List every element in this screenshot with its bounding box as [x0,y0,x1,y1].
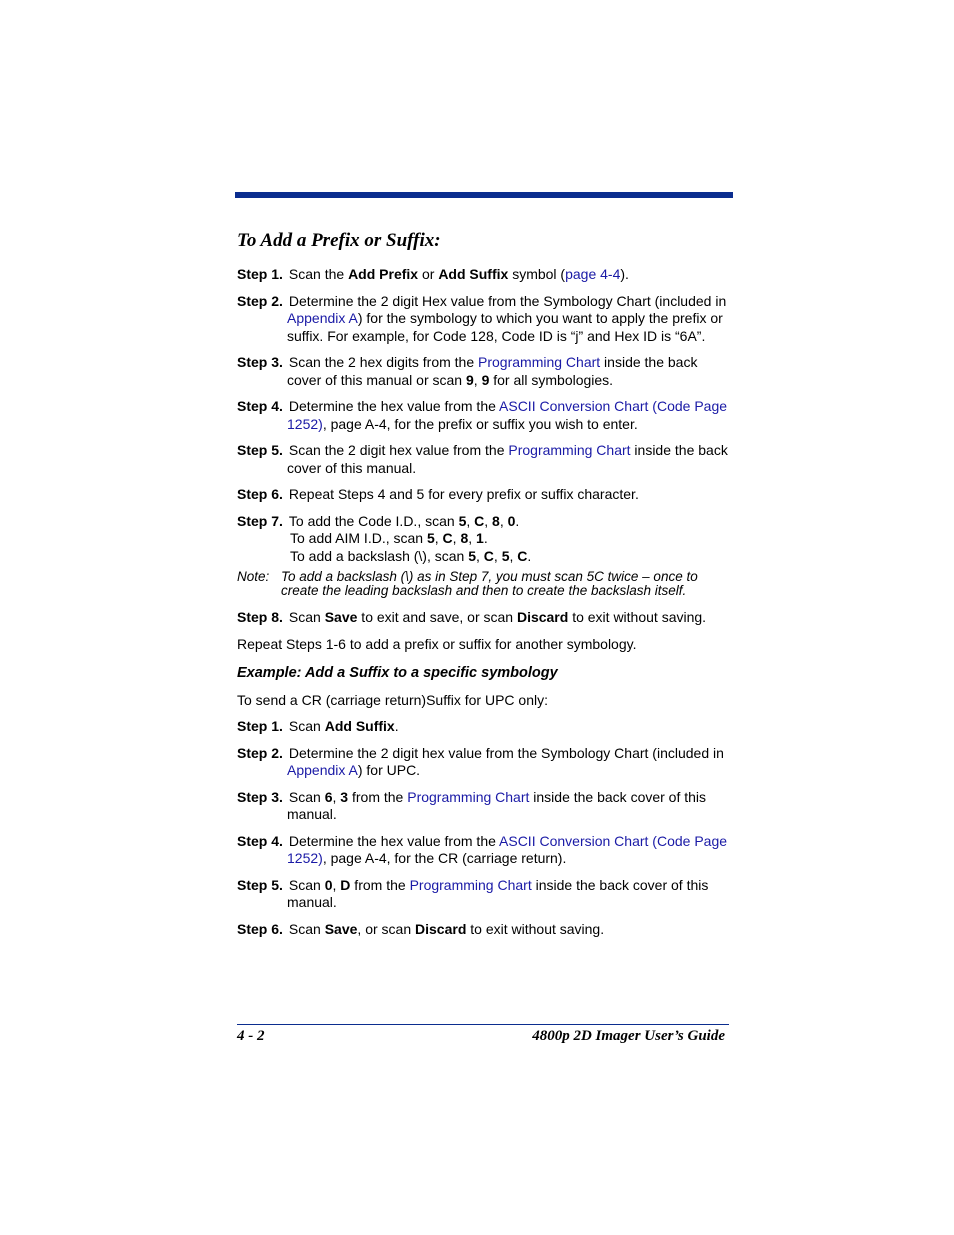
bold-term: 9 [481,371,490,388]
step-item [237,513,729,566]
steps-list-example [237,718,729,938]
step7-line: To add a backslash (\), scan 5, C, 5, C. [290,547,532,564]
step-label: Step 6. [237,486,283,502]
step-item [237,442,729,477]
step-item [237,486,729,504]
bold-term: 5 [426,530,435,546]
bold-term: 3 [340,788,349,805]
note-label: Note: [237,569,270,584]
step-item [237,293,729,346]
bold-term: C [483,547,494,564]
step-text: Scan the 2 digit hex value from the Programming Chart inside the back cover of this manual. [287,442,728,476]
cross-reference-link[interactable]: Programming Chart [478,354,601,370]
steps-list-add [237,266,729,504]
bold-term: C [442,530,453,546]
step-text: Scan 0, D from the Programming Chart inside the back cover of this manual. [287,876,709,910]
bold-term: 5 [501,547,510,564]
step-label: Step 1. [237,266,283,282]
step-text: Repeat Steps 4 and 5 for every prefix or suffix character. [288,486,639,502]
bold-term: Save [324,609,358,625]
bold-term: 0 [507,512,516,529]
step-label: Step 3. [237,354,283,370]
step-text: Scan Save, or scan Discard to exit without saving. [288,920,605,937]
bold-term: D [340,876,351,893]
bold-term: 1 [476,530,484,546]
section-title: To Add a Prefix or Suffix: [237,230,441,251]
step-item [237,789,729,824]
guide-title: 4800p 2D Imager User’s Guide [532,1028,725,1044]
bold-term: C [517,547,528,564]
step-label: Step 6. [237,920,283,937]
step7-line: To add the Code I.D., scan 5, C, 8, 0. [288,512,520,529]
example-intro: To send a CR (carriage return)Suffix for UPC only: [237,691,548,708]
example-heading: Example: Add a Suffix to a specific symbology [237,665,558,681]
bold-term: 8 [492,512,500,529]
cross-reference-link[interactable]: Appendix A [287,762,358,778]
repeat-text: Repeat Steps 1-6 to add a prefix or suffix for another symbology. [237,635,637,652]
step-label: Step 5. [237,876,283,893]
page-number: 4 - 2 [237,1028,265,1044]
step-item [237,266,729,284]
step-text: Scan the Add Prefix or Add Suffix symbol (page 4-4). [288,266,629,282]
cross-reference-link[interactable]: ASCII Conversion Chart (Code Page 1252) [287,832,728,866]
step-label: Step 2. [237,744,283,761]
step-item [237,398,729,433]
step-label: Step 4. [237,398,283,414]
step-item [237,745,729,780]
step-text: Determine the 2 digit Hex value from the Symbology Chart (included in Appendix A) for the symbology to which you want to apply the prefix or suffix. For example, for Code 128, Code ID is “j” and Hex ID is “6A”. [287,292,727,344]
bold-term: 8 [460,530,469,546]
step-item [237,354,729,389]
step-text: Determine the 2 digit hex value from the Symbology Chart (included in Appendix A) for UPC. [287,744,724,778]
step-item [237,718,729,736]
step-label: Step 2. [237,292,283,309]
step-text: Scan the 2 hex digits from the Programming Chart inside the back cover of this manual or scan 9, 9 for all symbologies. [287,354,698,388]
bold-term: 6 [324,788,333,805]
note-text: To add a backslash (\) as in Step 7, you must scan 5C twice – once to create the leading backslash and then to create the backslash itself. [281,569,698,598]
step-item [237,833,729,868]
step-label: Step 3. [237,788,283,805]
step-text: Scan 6, 3 from the Programming Chart inside the back cover of this manual. [287,788,707,822]
step-text: Determine the hex value from the ASCII Conversion Chart (Code Page 1252), page A-4, for the CR (carriage return). [287,832,728,866]
step-label: Step 8. [237,609,283,625]
bold-term: 9 [465,371,474,388]
bold-term: Add Suffix [438,266,509,282]
footer-rule [237,1024,729,1025]
bold-term: 5 [458,512,467,529]
step-item [237,609,729,627]
step-label: Step 4. [237,832,283,849]
bold-term: Add Suffix [324,718,395,734]
cross-reference-link[interactable]: ASCII Conversion Chart (Code Page 1252) [287,398,728,432]
step-label: Step 5. [237,442,283,458]
bold-term: Discard [415,920,467,937]
bold-term: Discard [516,609,569,625]
top-rule [235,192,733,198]
step-text: Scan Save to exit and save, or scan Discard to exit without saving. [288,609,707,625]
cross-reference-link[interactable]: Appendix A [287,310,358,326]
step-label: Step 7. [237,512,283,529]
bold-term: C [474,512,485,529]
cross-reference-link[interactable]: Programming Chart [508,442,631,458]
bold-term: Save [324,920,358,937]
step-item [237,877,729,912]
cross-reference-link[interactable]: Programming Chart [407,788,530,805]
bold-term: Add Prefix [348,266,419,282]
step-text: Determine the hex value from the ASCII Conversion Chart (Code Page 1252), page A-4, for the prefix or suffix you wish to enter. [287,398,728,432]
note [237,570,729,598]
step-item [237,921,729,939]
step-text: Scan Add Suffix. [288,718,399,734]
bold-term: 5 [468,547,476,564]
bold-term: 0 [324,876,333,893]
step-label: Step 1. [237,718,283,734]
cross-reference-link[interactable]: page 4-4 [565,266,621,282]
step7-line: To add AIM I.D., scan 5, C, 8, 1. [290,530,488,546]
cross-reference-link[interactable]: Programming Chart [409,876,532,893]
main-content [237,266,729,947]
